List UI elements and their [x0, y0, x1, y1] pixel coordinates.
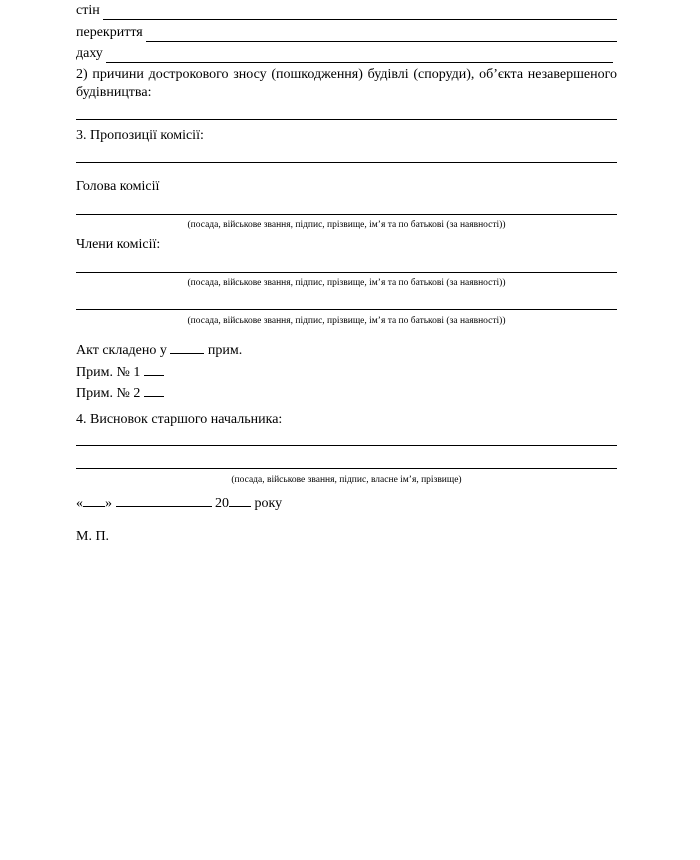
roof-blank-line — [106, 49, 613, 63]
section-4-blank-line-1 — [76, 445, 617, 446]
date-line — [76, 494, 617, 513]
section-3-blank-line — [76, 162, 617, 163]
ceilings-field — [76, 24, 617, 42]
stamp-label: М. П. — [76, 529, 110, 544]
walls-blank-line — [103, 6, 617, 20]
copy-1-blank — [144, 363, 164, 376]
section-3-title: 3. Пропозиції комісії: — [76, 128, 204, 143]
date-open-quote: « — [76, 496, 83, 511]
section-4-caption: (посада, військове звання, підпис, власне ім’я, прізвище) — [231, 475, 462, 485]
commission-head-signature-line — [76, 214, 617, 215]
copy-2-line — [76, 384, 617, 403]
act-copies-suffix: прим. — [207, 343, 243, 358]
date-month-blank — [116, 494, 212, 507]
commission-head-caption: (посада, військове звання, підпис, прізвище, ім’я та по батькові (за наявності)) — [187, 220, 506, 230]
section-4-blank-line-2 — [76, 468, 617, 469]
section-2-blank-line — [76, 119, 617, 120]
commission-members-label: Члени комісії: — [76, 237, 161, 252]
roof-field — [76, 45, 617, 63]
ceilings-label: перекриття — [76, 25, 143, 40]
date-year-blank — [229, 494, 251, 507]
member-1-caption: (посада, військове звання, підпис, прізвище, ім’я та по батькові (за наявності)) — [187, 278, 506, 288]
date-year-suffix: року — [254, 496, 283, 511]
date-year-prefix: 20 — [215, 496, 229, 511]
act-copies-prefix: Акт складено у — [76, 343, 167, 358]
section-4-title: 4. Висновок старшого начальника: — [76, 412, 283, 427]
act-copies-line — [76, 341, 617, 360]
walls-label: стін — [76, 3, 100, 18]
date-close-quote: » — [105, 496, 112, 511]
copy-1-label: Прим. № 1 — [76, 365, 141, 380]
copy-2-label: Прим. № 2 — [76, 386, 141, 401]
section-2-text: 2) причини дострокового зносу (пошкодження) будівлі (споруди), об’єкта незавершеного будівництва: — [76, 67, 617, 100]
member-1-signature-line — [76, 272, 617, 273]
copy-1-line — [76, 363, 617, 382]
member-2-signature-line — [76, 309, 617, 310]
walls-field — [76, 2, 617, 20]
member-2-caption: (посада, військове звання, підпис, прізвище, ім’я та по батькові (за наявності)) — [187, 316, 506, 326]
ceilings-blank-line — [146, 28, 617, 42]
roof-label: даху — [76, 46, 103, 61]
copy-2-blank — [144, 384, 164, 397]
commission-head-label: Голова комісії — [76, 179, 160, 194]
date-day-blank — [83, 494, 105, 507]
act-copies-blank — [170, 341, 204, 354]
